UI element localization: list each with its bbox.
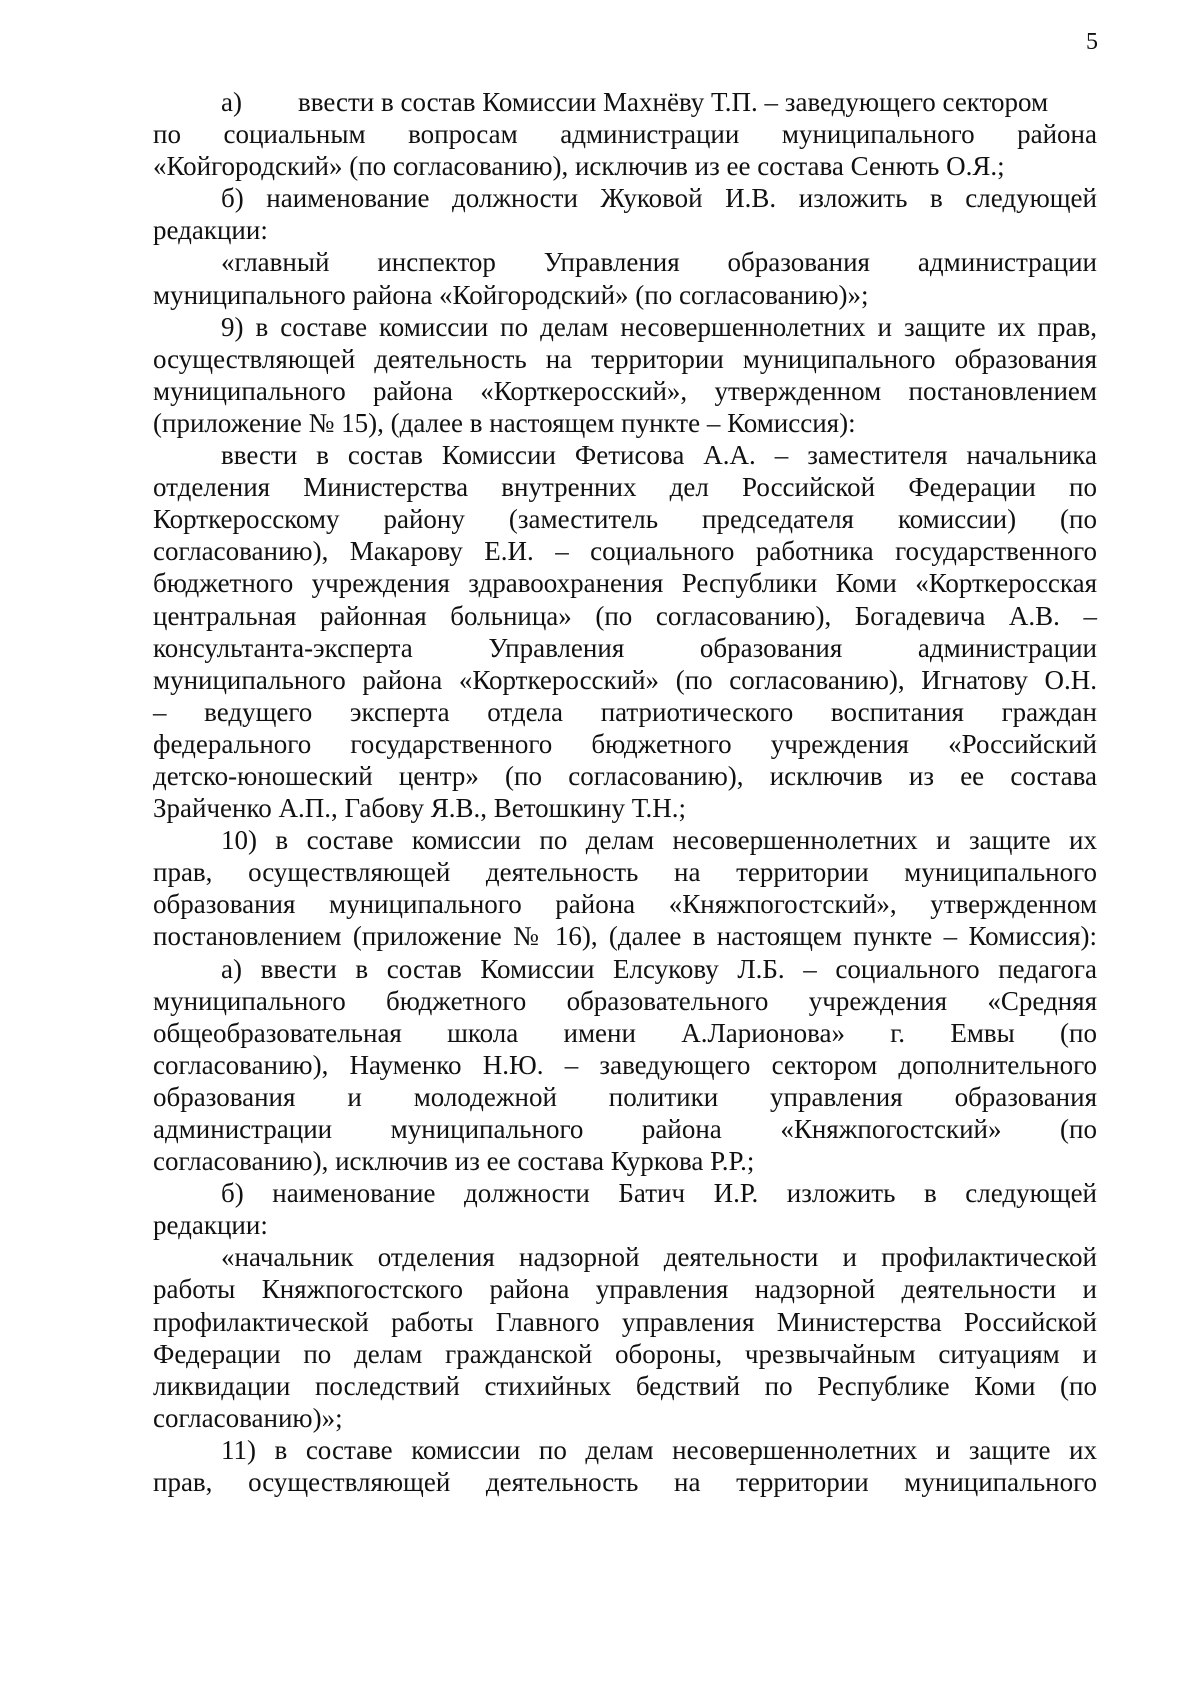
text-line: Зрайченко А.П., Габову Я.В., Ветошкину Т.Н.; [153, 793, 686, 824]
text-line: «главный инспектор Управления образования администрации [221, 247, 1097, 278]
text-line: прав, осуществляющей деятельность на территории муниципального [153, 857, 1097, 888]
text-line: профилактической работы Главного управления Министерства Российской [153, 1306, 1097, 1337]
text-line: редакции: [153, 1210, 268, 1241]
text-line: «начальник отделения надзорной деятельности и профилактической [221, 1242, 1097, 1273]
text-line: общеобразовательная школа имени А.Ларионова» г. Емвы (по [153, 1017, 1097, 1048]
text-line: редакции: [153, 215, 268, 246]
list-marker: а) [221, 87, 242, 117]
document-body [153, 86, 1097, 1498]
line-text: ввести в состав Комиссии Махнёву Т.П. – заведующего сектором [297, 87, 1049, 117]
text-line: согласованию), исключив из ее состава Куркова Р.Р.; [153, 1146, 755, 1177]
text-line: администрации муниципального района «Княжпогостский» (по [153, 1114, 1097, 1144]
text-line: образования и молодежной политики управления образования [153, 1081, 1097, 1112]
text-line: согласованию), Макарову Е.И. – социального работника государственного [153, 536, 1097, 567]
text-line: работы Княжпогостского района управления надзорной деятельности и [153, 1274, 1097, 1305]
text-line: согласованию)»; [153, 1402, 343, 1433]
text-line: «Койгородский» (по согласованию), исключив из ее состава Сенють О.Я.; [153, 151, 1005, 182]
text-line: а) ввести в состав Комиссии Елсукову Л.Б. – социального педагога [221, 953, 1097, 984]
text-line: отделения Министерства внутренних дел Российской Федерации по [153, 472, 1097, 503]
text-line: бюджетного учреждения здравоохранения Республики Коми «Корткеросская [153, 568, 1097, 599]
text-line: детско-юношеский центр» (по согласованию), исключив из ее состава [153, 760, 1097, 791]
text-line: – ведущего эксперта отдела патриотического воспитания граждан [153, 696, 1097, 727]
text-line: б) наименование должности Батич И.Р. изложить в следующей [221, 1178, 1097, 1209]
text-line: осуществляющей деятельность на территории муниципального образования [153, 343, 1097, 374]
text-line [153, 86, 1097, 118]
text-line: 11) в составе комиссии по делам несовершеннолетних и защите их [221, 1434, 1097, 1465]
text-line: ликвидации последствий стихийных бедствий по Республике Коми (по [153, 1370, 1097, 1401]
text-line: по социальным вопросам администрации муниципального района [153, 119, 1097, 150]
text-line: муниципального района «Корткеросский», утвержденном постановлением [153, 375, 1097, 406]
text-line: образования муниципального района «Княжпогостский», утвержденном [153, 889, 1097, 920]
page-number: 5 [1086, 29, 1098, 55]
text-line: консультанта-эксперта Управления образования администрации [153, 632, 1097, 663]
text-line: согласованию), Науменко Н.Ю. – заведующего сектором дополнительного [153, 1049, 1097, 1080]
text-line: центральная районная больница» (по согласованию), Богадевича А.В. – [153, 600, 1097, 631]
text-line: 10) в составе комиссии по делам несовершеннолетних и защите их [221, 825, 1097, 856]
text-line: муниципального бюджетного образовательного учреждения «Средняя [153, 985, 1097, 1016]
text-line: муниципального района «Корткеросский» (по согласованию), Игнатову О.Н. [153, 664, 1097, 695]
text-line: прав, осуществляющей деятельность на территории муниципального [153, 1467, 1097, 1498]
text-line: (приложение № 15), (далее в настоящем пункте – Комиссия): [153, 407, 856, 438]
text-line: муниципального района «Койгородский» (по согласованию)»; [153, 279, 869, 310]
text-line: б) наименование должности Жуковой И.В. изложить в следующей [221, 183, 1097, 214]
text-line: постановлением (приложение № 16), (далее в настоящем пункте – Комиссия): [153, 921, 1097, 952]
text-line: Федерации по делам гражданской обороны, чрезвычайным ситуациям и [153, 1338, 1097, 1369]
text-line: Корткеросскому району (заместитель председателя комиссии) (по [153, 504, 1097, 535]
text-line: ввести в состав Комиссии Фетисова А.А. – заместителя начальника [221, 440, 1097, 471]
text-line: 9) в составе комиссии по делам несовершеннолетних и защите их прав, [221, 311, 1097, 342]
text-line: федерального государственного бюджетного учреждения «Российский [153, 728, 1097, 759]
